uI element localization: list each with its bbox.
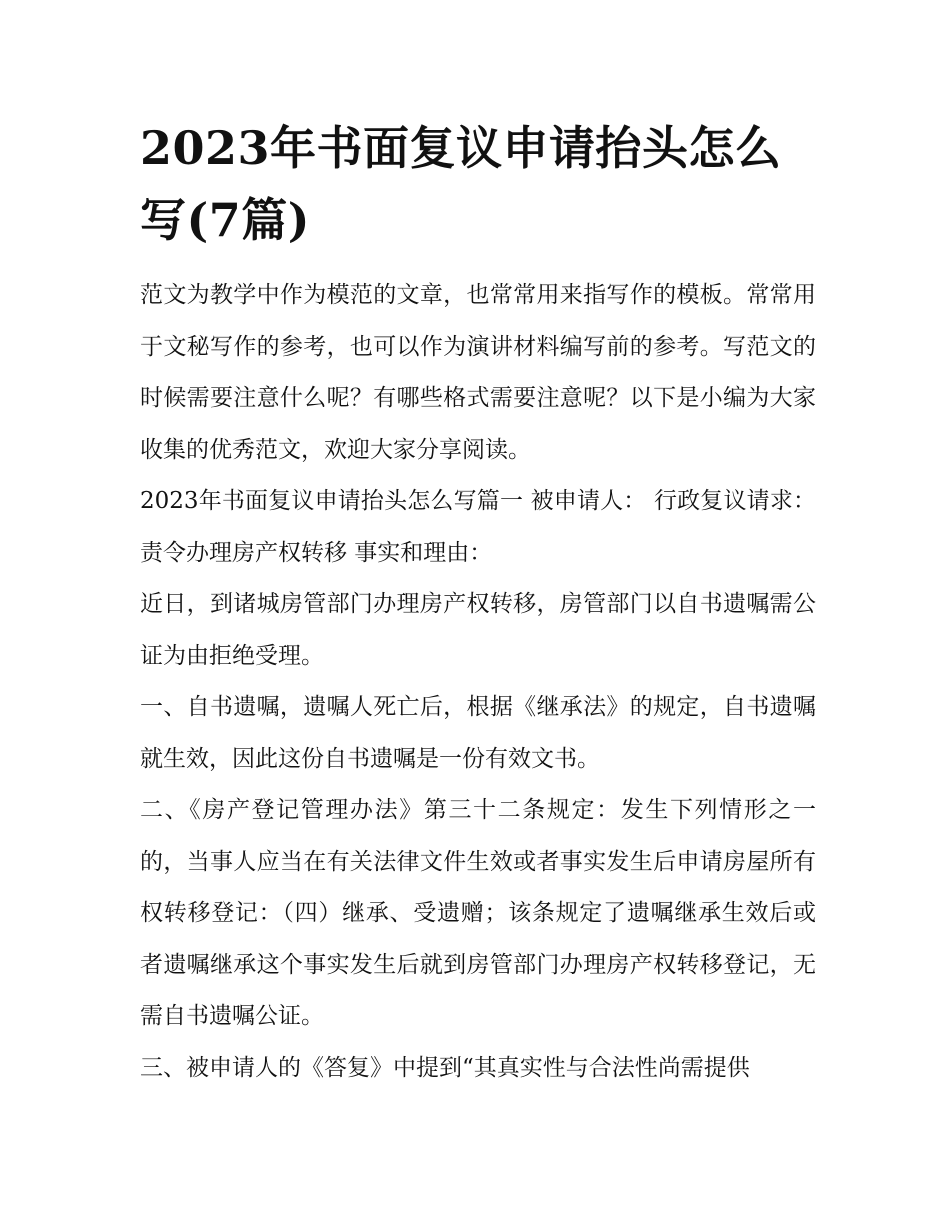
body-paragraph: 一、自书遗嘱，遗嘱人死亡后，根据《继承法》的规定，自书遗嘱就生效，因此这份自书遗嘱是一份有效文书。: [140, 694, 816, 772]
document-title: 2023年书面复议申请抬头怎么写(7篇): [140, 121, 782, 247]
body-paragraph: 近日，到诸城房管部门办理房产权转移，房管部门以自书遗嘱需公证为由拒绝受理。: [140, 591, 816, 669]
section-heading-paragraph: 2023年书面复议申请抬头怎么写篇一 被申请人： 行政复议请求： 责令办理房产权转移 事实和理由：: [140, 488, 816, 566]
body-paragraph: 三、被申请人的《答复》中提到“其真实性与合法性尚需提供: [140, 1054, 750, 1081]
intro-paragraph: 范文为教学中作为模范的文章，也常常用来指写作的模板。常常用于文秘写作的参考，也可以作为演讲材料编写前的参考。写范文的时候需要注意什么呢？有哪些格式需要注意呢？以下是小编为大家收集的优秀范文，欢迎大家分享阅读。: [140, 282, 816, 463]
body-paragraph: 二、《房产登记管理办法》第三十二条规定：发生下列情形之一的，当事人应当在有关法律文件生效或者事实发生后申请房屋所有权转移登记：（四）继承、受遗赠；该条规定了遗嘱继承生效后或者遗嘱继承这个事实发生后就到房管部门办理房产权转移登记，无需自书遗嘱公证。: [140, 797, 816, 1029]
document-body: [140, 112, 816, 1094]
